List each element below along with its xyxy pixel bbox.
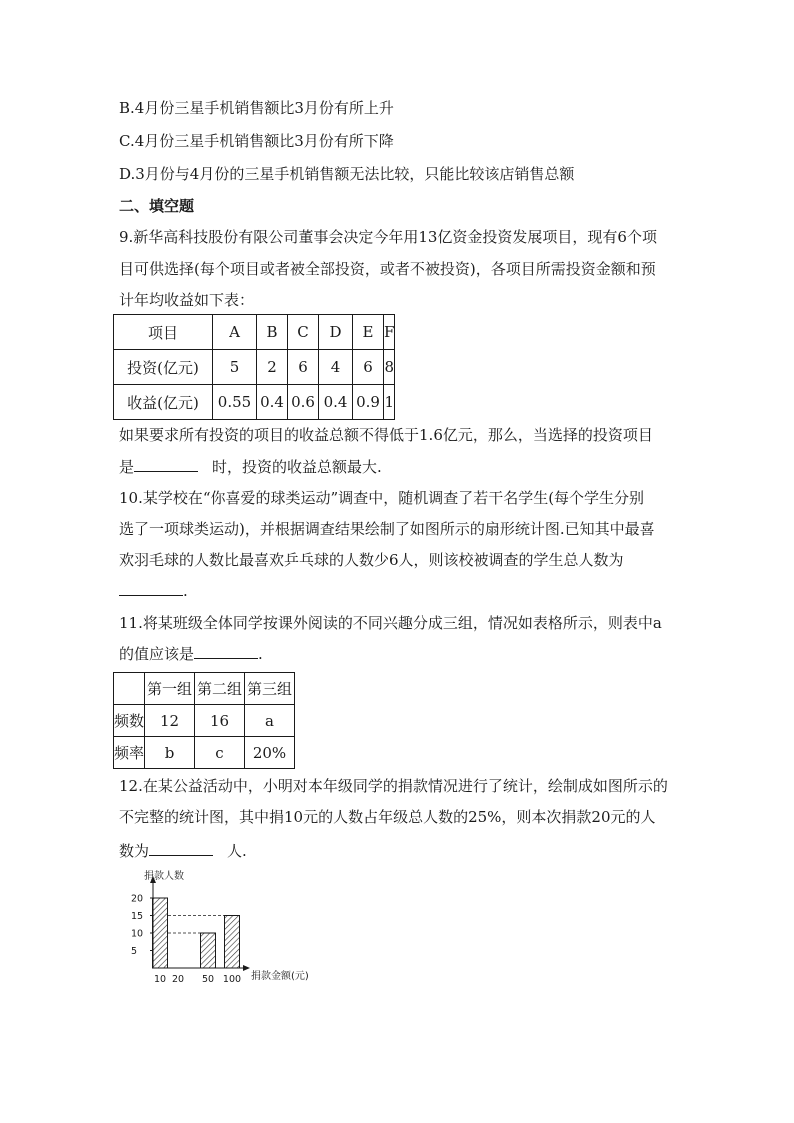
table-cell: E (353, 315, 384, 350)
table-cell: a (245, 705, 295, 737)
q10-line1: 10.某学校在“你喜爱的球类运动”调查中，随机调查了若干名学生(每个学生分别 (119, 489, 645, 507)
y-tick-label: 20 (131, 893, 144, 905)
table-cell: 20% (245, 737, 295, 769)
table-cell: 0.4 (319, 385, 353, 420)
q11-line2-pre: 的值应该是 (119, 645, 195, 663)
bar-50 (201, 933, 216, 968)
q12-line2: 不完整的统计图，其中捐10元的人数占年级总人数的25%，则本次捐款20元的人 (119, 808, 656, 826)
table-row (114, 385, 395, 420)
table-cell: 2 (257, 350, 288, 385)
table-cell: b (145, 737, 195, 769)
bar-10 (153, 898, 168, 968)
table-cell: 0.4 (257, 385, 288, 420)
table-cell: 6 (288, 350, 319, 385)
q10-line2: 选了一项球类运动)，并根据调查结果绘制了如图所示的扇形统计图.已知其中最喜 (119, 520, 655, 538)
q9-line1: 9.新华高科技股份有限公司董事会决定今年用13亿资金投资发展项目，现有6个项 (119, 228, 657, 246)
table-cell: 4 (319, 350, 353, 385)
table-cell: 收益(亿元) (114, 385, 213, 420)
table-cell: 0.6 (288, 385, 319, 420)
table-cell: 频数 (114, 705, 145, 737)
table-row (114, 705, 295, 737)
x-tick-label: 100 (222, 974, 242, 985)
q12-line3-post: 人. (227, 842, 247, 860)
x-tick-label: 50 (201, 974, 215, 985)
answer-blank[interactable] (134, 456, 198, 472)
table-cell: 0.55 (213, 385, 257, 420)
table-cell: 第二组 (195, 673, 245, 705)
table-cell: 0.9 (353, 385, 384, 420)
table-cell (114, 673, 145, 705)
table-cell: 1 (384, 385, 395, 420)
q10-line4-post: . (183, 582, 188, 600)
table-row (114, 737, 295, 769)
table-cell: A (213, 315, 257, 350)
bar-100 (225, 916, 240, 969)
table-cell: 第一组 (145, 673, 195, 705)
table-cell: 5 (213, 350, 257, 385)
table-cell: 16 (195, 705, 245, 737)
q9-line3: 计年均收益如下表： (119, 291, 255, 309)
q9-after2-pre: 是 (119, 458, 135, 476)
table-cell: 6 (353, 350, 384, 385)
q11-line2 (119, 643, 263, 664)
section-title: 二、填空题 (119, 197, 195, 215)
y-tick-label: 5 (131, 946, 138, 957)
answer-blank[interactable] (194, 643, 258, 659)
investment-table (113, 314, 395, 420)
q11-line2-post: . (258, 645, 263, 663)
x-tick-label: 10 (153, 974, 167, 985)
answer-blank[interactable] (149, 840, 213, 856)
table-row (114, 673, 295, 705)
table-row (114, 315, 395, 350)
x-axis-label: 捐款金额(元) (251, 971, 309, 982)
interest-group-table (113, 672, 295, 769)
table-cell: 投资(亿元) (114, 350, 213, 385)
q9-after1: 如果要求所有投资的项目的收益总额不得低于1.6亿元，那么，当选择的投资项目 (119, 426, 653, 444)
q9-after2-post: 时，投资的收益总额最大. (212, 458, 382, 476)
q9-line2: 目可供选择(每个项目或者被全部投资，或者不被投资)，各项目所需投资金额和预 (119, 260, 656, 278)
donation-bar-chart (118, 866, 348, 988)
q11-line1: 11.将某班级全体同学按课外阅读的不同兴趣分成三组，情况如表格所示，则表中a (119, 614, 662, 632)
x-tick-label: 20 (171, 974, 185, 985)
option-b: B.4月份三星手机销售额比3月份有所上升 (119, 99, 394, 117)
table-cell: 第三组 (245, 673, 295, 705)
table-cell: B (257, 315, 288, 350)
option-d: D.3月份与4月份的三星手机销售额无法比较，只能比较该店销售总额 (119, 165, 575, 183)
q10-line3: 欢羽毛球的人数比最喜欢乒乓球的人数少6人，则该校被调查的学生总人数为 (119, 551, 624, 569)
q10-line4 (119, 580, 188, 601)
y-axis-label: 捐款人数 (144, 871, 184, 882)
table-row (114, 350, 395, 385)
table-cell: 8 (384, 350, 395, 385)
table-cell: 项目 (114, 315, 213, 350)
y-tick-label: 15 (131, 911, 144, 922)
q12-line3 (119, 840, 247, 861)
table-cell: c (195, 737, 245, 769)
table-cell: F (384, 315, 395, 350)
table-cell: D (319, 315, 353, 350)
option-c: C.4月份三星手机销售额比3月份有所下降 (119, 132, 394, 150)
answer-blank[interactable] (119, 580, 183, 596)
table-cell: C (288, 315, 319, 350)
table-cell: 频率 (114, 737, 145, 769)
table-cell: 12 (145, 705, 195, 737)
q12-line1: 12.在某公益活动中，小明对本年级同学的捐款情况进行了统计，绘制成如图所示的 (119, 777, 668, 795)
q12-line3-pre: 数为 (119, 842, 150, 860)
y-tick-label: 10 (131, 928, 144, 940)
x-axis-arrow (243, 965, 250, 971)
q9-after2 (119, 456, 382, 477)
